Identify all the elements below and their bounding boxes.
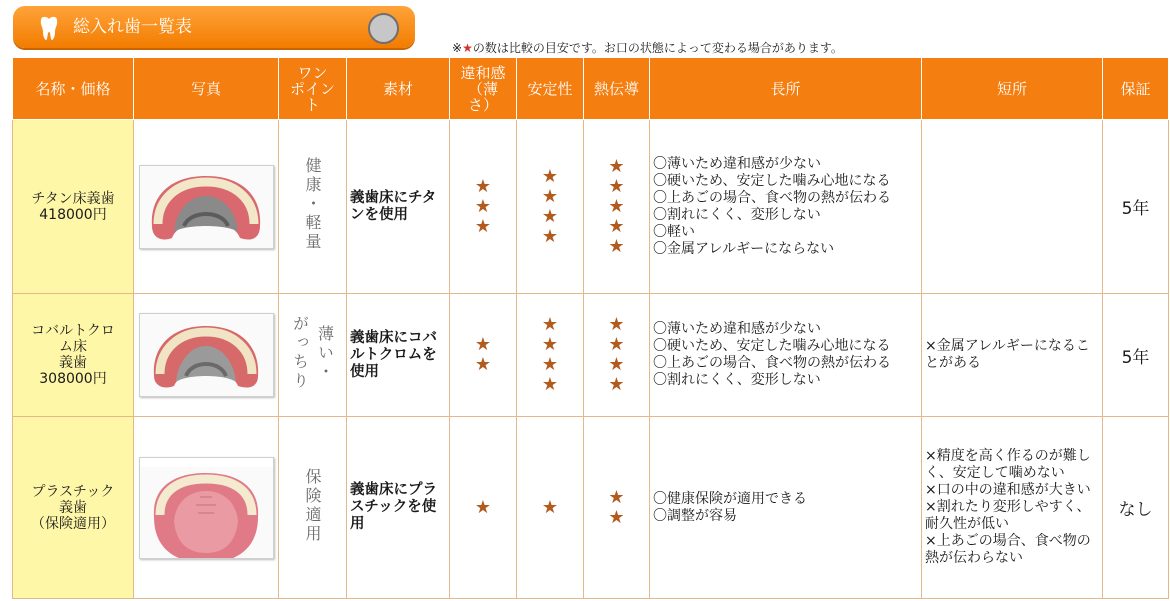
header-warranty: 保証: [1103, 58, 1169, 120]
footnote: [452, 40, 843, 56]
star-icon: ★: [474, 496, 492, 518]
material-text: 義歯床にチタンを使用: [347, 120, 450, 294]
header-pros: 長所: [650, 58, 922, 120]
star-column: [542, 167, 558, 247]
header-stability: 安定性: [517, 58, 584, 120]
star-icon: ★: [541, 354, 559, 375]
product-name: プラスチック: [31, 483, 115, 500]
pros-item: 〇硬いため、安定した噛み心地になる: [653, 338, 891, 354]
star-icon: ★: [541, 205, 559, 227]
star-icon: ★: [474, 354, 492, 375]
comfort-stars: [450, 417, 517, 599]
header-onepoint: [279, 58, 347, 120]
star-icon: ★: [474, 175, 492, 197]
star-icon: ★: [608, 314, 625, 335]
product-insurance: （保険適用）: [31, 515, 115, 532]
stability-stars: [517, 417, 584, 599]
star-column: [608, 315, 624, 395]
cons-cell: ×金属アレルギーになることがある: [922, 294, 1103, 417]
onepoint-text: 保険適用: [303, 467, 322, 544]
onepoint-text: 健康・軽量: [303, 157, 322, 252]
star-column: [475, 335, 491, 375]
table-row: [13, 120, 1169, 294]
cons-item: ×口の中の違和感が大きい: [925, 482, 1091, 498]
star-icon: ★: [474, 195, 492, 217]
header-photo: 写真: [134, 58, 279, 120]
star-column: [542, 315, 558, 395]
product-price: 418000円: [39, 206, 107, 223]
pros-item: 〇割れにくく、変形しない: [653, 206, 821, 223]
product-name: ム床: [59, 339, 87, 355]
warranty-cell: 5年: [1103, 294, 1169, 417]
product-name: コバルトクロ: [31, 323, 115, 339]
photo-cell: [134, 294, 279, 417]
pros-item: 〇調整が容易: [653, 507, 737, 524]
pros-item: 〇硬いため、安定した噛み心地になる: [653, 172, 891, 189]
title-bar: [13, 6, 415, 48]
cons-cell: [922, 417, 1103, 599]
onepoint-col1: 薄い・: [315, 324, 335, 382]
stability-stars: [517, 294, 584, 417]
pros-item: 〇上あごの場合、食べ物の熱が伝わる: [653, 189, 891, 206]
header-onepoint-line2: ポイン: [289, 79, 335, 98]
header-material: 素材: [347, 58, 450, 120]
star-icon: ★: [608, 486, 625, 508]
header-comfort-line3: さ）: [467, 95, 498, 114]
header-onepoint-line3: ト: [304, 95, 320, 114]
star-icon: ★: [541, 165, 559, 187]
header-name-price: 名称・価格: [13, 58, 134, 120]
onepoint-text: [289, 315, 337, 391]
name-price-cell: [13, 417, 134, 599]
pros-cell: [650, 294, 922, 417]
star-icon: ★: [541, 334, 559, 355]
onepoint-cell: [279, 120, 347, 294]
cons-item: ×精度を高く作るのが難しく、安定して噛めない: [925, 448, 1091, 481]
star-icon: ★: [541, 314, 559, 335]
material-text: 義歯床にコバルトクロムを使用: [347, 294, 450, 417]
header-comfort-line1: 違和感: [460, 63, 506, 82]
star-icon: ★: [608, 195, 625, 217]
star-icon: ★: [541, 496, 559, 518]
star-icon: ★: [474, 215, 492, 237]
product-name: 義歯: [59, 499, 87, 516]
material-text: 義歯床にプラスチックを使用: [347, 417, 450, 599]
onepoint-col2: がっちり: [290, 315, 310, 391]
stability-stars: [517, 120, 584, 294]
product-price: 308000円: [39, 371, 107, 387]
pros-item: 〇薄いため違和感が少ない: [653, 155, 821, 172]
denture-comparison-table: [12, 57, 1169, 599]
header-row: [13, 58, 1169, 120]
note-prefix: ※: [452, 41, 463, 55]
star-icon: ★: [608, 334, 625, 355]
warranty-cell: なし: [1103, 417, 1169, 599]
circle-icon: [368, 13, 399, 44]
heat-stars: [584, 294, 650, 417]
star-icon: ★: [608, 354, 625, 375]
star-icon: ★: [541, 185, 559, 207]
star-icon: ★: [474, 334, 492, 355]
note-text: の数は比較の目安です。お口の状態によって変わる場合があります。: [472, 41, 843, 55]
pros-item: 〇健康保険が適用できる: [653, 490, 807, 507]
star-column: [608, 488, 624, 528]
cons-item: ×割れたり変形しやすく、耐久性が低い: [925, 499, 1091, 532]
star-column: [542, 498, 558, 518]
star-icon: ★: [541, 374, 559, 395]
star-column: [475, 498, 491, 518]
star-column: [608, 157, 624, 257]
note-star-icon: ★: [462, 41, 473, 55]
denture-photo-plastic: [139, 457, 274, 559]
star-icon: ★: [608, 374, 625, 395]
pros-item: 〇軽い: [653, 223, 695, 240]
heat-stars: [584, 120, 650, 294]
cons-item: ×上あごの場合、食べ物の熱が伝わらない: [925, 533, 1091, 566]
header-comfort: [450, 58, 517, 120]
pros-item: 〇薄いため違和感が少ない: [653, 321, 821, 337]
star-icon: ★: [608, 506, 625, 528]
heat-stars: [584, 417, 650, 599]
pros-cell: [650, 417, 922, 599]
denture-photo-titanium: [139, 165, 274, 249]
comfort-stars: [450, 120, 517, 294]
star-icon: ★: [608, 235, 625, 257]
name-price-cell: [13, 120, 134, 294]
header-cons: 短所: [922, 58, 1103, 120]
comfort-stars: [450, 294, 517, 417]
star-icon: ★: [608, 215, 625, 237]
star-column: [475, 177, 491, 237]
star-icon: ★: [608, 155, 625, 177]
name-price-cell: [13, 294, 134, 417]
onepoint-cell: [279, 294, 347, 417]
page-title: 総入れ歯一覧表: [73, 17, 192, 37]
header-onepoint-line1: ワン: [297, 63, 328, 82]
denture-photo-cobalt: [139, 313, 274, 397]
product-name: チタン床義歯: [31, 190, 115, 207]
photo-cell: [134, 417, 279, 599]
pros-cell: [650, 120, 922, 294]
onepoint-cell: [279, 417, 347, 599]
star-icon: ★: [608, 175, 625, 197]
table-row: [13, 294, 1169, 417]
photo-cell: [134, 120, 279, 294]
warranty-cell: 5年: [1103, 120, 1169, 294]
cons-cell: [922, 120, 1103, 294]
tooth-icon: [36, 15, 62, 41]
pros-item: 〇金属アレルギーにならない: [653, 240, 835, 257]
pros-item: 〇上あごの場合、食べ物の熱が伝わる: [653, 355, 891, 371]
star-icon: ★: [541, 225, 559, 247]
header-heat: 熱伝導: [584, 58, 650, 120]
pros-item: 〇割れにくく、変形しない: [653, 372, 821, 388]
product-name: 義歯: [59, 355, 87, 371]
table-row: [13, 417, 1169, 599]
header-comfort-line2: （薄: [467, 79, 498, 98]
